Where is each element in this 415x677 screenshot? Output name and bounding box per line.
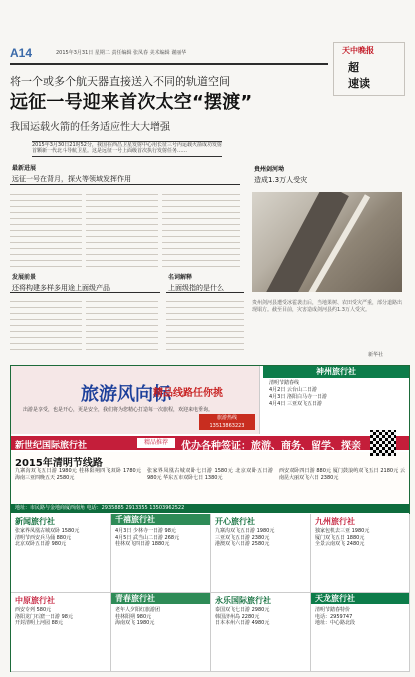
ad-strip-title: 新世纪国际旅行社: [15, 441, 88, 451]
ad-cell-line: 港澳双飞六日游 2580元: [215, 541, 270, 547]
ad-cell-line: 韩国济州岛 2280元: [215, 613, 260, 620]
ad-cell-line: 张家界凤凰古城双卧 1580元: [15, 528, 80, 534]
ad-banner-title: 旅游风向标: [81, 384, 171, 405]
ad-cell-line: 清明节西安兵马俑 880元: [15, 534, 72, 541]
section-rule: [166, 292, 244, 293]
section-kicker: 最新进展: [12, 165, 37, 172]
ad-cell: [11, 514, 111, 593]
lead-kicker: 将一个或多个航天器直接送入不同的轨道空间: [10, 75, 230, 88]
section-title: 上面级指的是什么: [168, 284, 224, 292]
ad-cell-title: 青春旅行社: [111, 593, 211, 604]
ad-footer-bar: [11, 504, 409, 513]
ad-cell-line: 日本本州六日游 4980元: [215, 620, 270, 626]
qingming-lines: [11, 452, 409, 504]
photo-title: 造成1.3万人受灾: [254, 176, 308, 184]
qr-code-icon: [370, 430, 396, 456]
ad-cell-body: [315, 528, 401, 548]
ad-cell-title: 开心旅行社: [215, 517, 255, 526]
qingming-col: 九寨沟双飞五日游 1980元 桂林阳朔四飞双卧 1780元 海南三亚四晚五天 2580元: [15, 468, 141, 481]
ad-cell-line: 电话：2959747: [315, 613, 353, 620]
ad-cell-title: 永乐国际旅行社: [215, 596, 271, 605]
travel-ads: [10, 365, 410, 672]
ad-side: [263, 366, 409, 434]
ad-strip-slogan: 优办各种签证：旅游、商务、留学、探亲: [181, 441, 361, 452]
masthead-line1: 超: [348, 61, 359, 74]
masthead-line2: 速读: [348, 77, 370, 90]
ad-cell-line: 地址：中心路北段: [315, 620, 356, 626]
lead-subtitle: 我国运载火箭的任务适应性大大增强: [10, 122, 170, 133]
section-rule: [10, 292, 160, 293]
ad-cell-line: 洛阳龙门石窟一日游 98元: [15, 613, 73, 620]
article-column-4: [10, 296, 82, 352]
article-column-3: [162, 189, 240, 269]
ad-cell-title: 千禧旅行社: [111, 514, 211, 525]
ad-cell-body: [215, 528, 301, 548]
section-rule: [10, 184, 240, 185]
ad-cell: [11, 593, 111, 672]
masthead-box: [333, 42, 405, 96]
article-column-6: [166, 296, 244, 352]
ad-cell-body: [215, 607, 301, 627]
ad-cell-line: 桂林双飞四日游 1880元: [115, 541, 170, 547]
article-column-1: [10, 189, 82, 269]
ad-cell-line: 独家包机去三亚 1980元: [315, 528, 370, 534]
ad-cell-line: 清明节踏春特价: [315, 607, 351, 613]
ad-banner: [11, 366, 260, 434]
ad-side-lines: [269, 380, 405, 408]
ad-cell-line: 4月5日 武当山二日游 268元: [115, 534, 180, 541]
ad-cell: [211, 514, 311, 593]
ad-cell: [211, 593, 311, 672]
qingming-head: 2015年清明节线路: [15, 458, 103, 469]
ad-footer-text: 地址：市民路与金地商厦西南角 电话：2935885 2913355 13503962522: [15, 505, 185, 511]
ad-cell-title: 天龙旅行社: [311, 593, 410, 604]
ad-cell-line: 全景云南双飞 2480元: [315, 541, 365, 547]
masthead-brand: 天中晚报: [342, 46, 374, 55]
issue-meta: 2015年3月31日 星期二 责任编辑 张凤春 美术编辑 谢丽华: [56, 50, 187, 56]
header-rule: [10, 63, 328, 65]
qingming-col: 西安双卧四日游 880元 厦门鼓浪屿双飞五日 2180元 云南昆大丽双飞六日 2380元: [279, 468, 405, 481]
ad-cell-line: 4月3日 少林寺一日游 98元: [115, 528, 176, 534]
ad-cell-title: 九州旅行社: [315, 517, 355, 526]
ad-cell: [311, 514, 410, 593]
article-column-5: [86, 296, 158, 352]
section-title: 还将构建多样多用途上面级产品: [12, 284, 110, 292]
ad-strip: [11, 436, 409, 450]
ad-side-line: 4月4日 三亚双飞五日游: [269, 401, 322, 407]
ad-banner-subtitle: 精品线路任你挑: [153, 388, 223, 399]
ad-cell-line: 开封清明上河园 88元: [15, 620, 63, 626]
ad-cell-line: 海南双飞 1980元: [115, 620, 155, 626]
ad-cell: [111, 514, 211, 593]
ad-grid: [11, 514, 409, 671]
page-number: A14: [10, 46, 33, 60]
ad-cell-line: 老年人夕阳红旅游团: [115, 607, 161, 613]
ad-side-line: 4月2日 云台山二日游: [269, 387, 317, 393]
ad-cell-line: 北京双卧五日游 980元: [15, 541, 67, 547]
section-title: 远征一号在背月，探火等领域发挥作用: [12, 175, 131, 183]
ad-cell-line: 厦门双飞五日 1880元: [315, 534, 365, 541]
ad-cell-line: 泰国双飞七日游 2980元: [215, 607, 270, 613]
lead-title: 远征一号迎来首次太空“摆渡”: [10, 92, 253, 113]
hotline-label: 旅游热线: [216, 415, 237, 421]
ad-cell-body: [315, 607, 401, 627]
ad-cell-body: [15, 607, 101, 627]
ad-cell-body: [15, 528, 101, 548]
ad-cell-line: 三亚双飞五日游 2380元: [215, 534, 270, 541]
photo-credit: 新华社: [368, 352, 384, 358]
ad-cell-body: [115, 528, 201, 548]
ad-cell: [311, 593, 410, 672]
ad-strip-tag: 精品推荐: [137, 438, 175, 448]
ad-cell-title: 中原旅行社: [15, 596, 55, 605]
article-column-2: [86, 189, 158, 269]
qingming-col: 张家界凤凰古城双卧七日游 1580元 北京双卧五日游 980元 华东五市双卧七日 1380元: [147, 468, 273, 481]
ad-cell: [111, 593, 211, 672]
ad-cell-body: [115, 607, 201, 627]
ad-cell-line: 西安专列 580元: [15, 607, 52, 613]
ad-cell-line: 桂林阳朔 980元: [115, 613, 152, 620]
page-header: [10, 46, 330, 62]
ad-side-title: 神州旅行社: [263, 366, 409, 378]
ad-side-line: 清明节踏春线: [269, 380, 300, 386]
section-kicker: 发展前景: [12, 274, 37, 281]
hotline-number: 13513863223: [209, 423, 245, 429]
ad-side-line: 4月3日 洛阳白马寺一日游: [269, 394, 327, 400]
section-kicker: 名词解释: [168, 274, 193, 281]
photo-caption: 贵州剑河县遭受冰雹袭击后，当地果树、农田受灾严重，部分道路出现塌方。截至目前，灾害造成剑河县约1.3万人受灾。: [252, 300, 403, 313]
lead-abstract: 2015年3月30日21时52分，我国在西昌卫星发射中心用长征三号丙运载火箭成功发射首颗新一代北斗导航卫星。这是远征一号上面级首次执行发射任务……: [32, 141, 222, 157]
ad-cell-title: 新闻旅行社: [15, 517, 55, 526]
ad-cell-line: 九寨沟双飞五日游 1980元: [215, 528, 275, 534]
ad-banner-slogan: 出游是享受，也是开心，更是安全，我们将为您精心打造每一次旅程，欢迎来电垂询。: [23, 407, 214, 413]
news-photo: [252, 192, 402, 292]
hotline-box: [199, 414, 255, 430]
photo-kicker: 贵州剑河坳: [254, 166, 285, 173]
